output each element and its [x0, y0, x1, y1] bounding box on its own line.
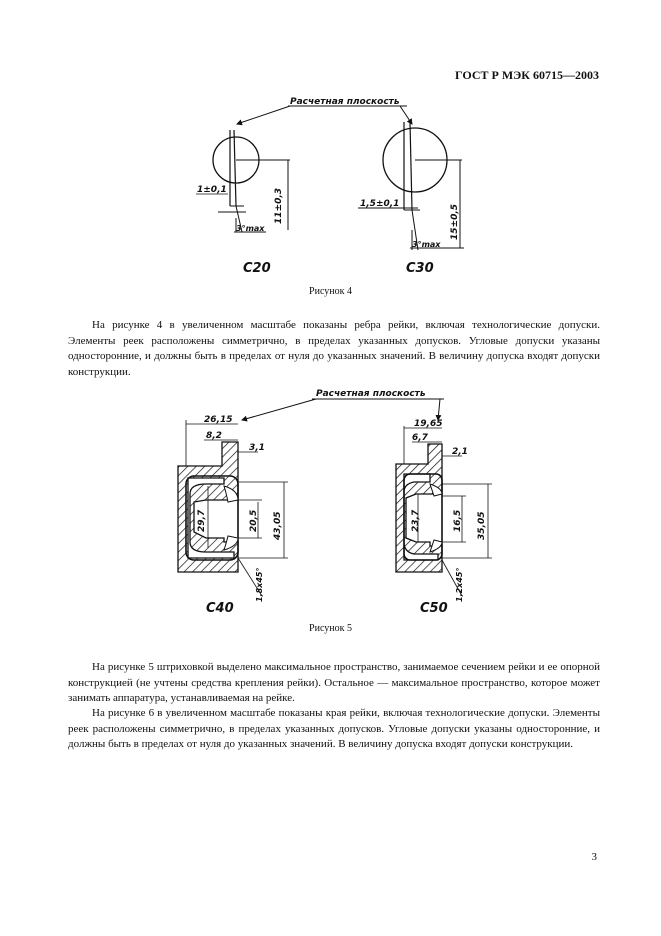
fig5-c50-h-total: 35,05 — [477, 511, 487, 540]
fig5-c40-h-mid: 20,5 — [249, 509, 259, 532]
fig5-c50-w-total: 19,65 — [414, 419, 443, 429]
fig5-c50-w-inner: 6,7 — [412, 433, 428, 443]
fig4-c20-angle: 3°max — [236, 224, 265, 233]
fig5-detail-c40 — [178, 415, 288, 616]
paragraph-figure-4: На рисунке 4 в увеличенном масштабе показаны ребра рейки, включая технологические допуски. Элементы реек расположены симметрично, в пределах указанных допусков. Угловые допуски указаны односторонние, и должны быть в пределах от нуля до указанных значений. В величину допуска входят допуски конструкции. — [68, 319, 600, 378]
fig5-c40-chamfer: 1,8x45° — [255, 567, 264, 602]
fig5-c40-w-total: 26,15 — [204, 415, 233, 425]
fig5-c50-chamfer: 1,2x45° — [455, 567, 464, 602]
fig4-c30-angle: 3°max — [412, 240, 441, 249]
fig4-detail-c30 — [358, 122, 464, 276]
fig5-c40-h-total: 43,05 — [273, 511, 283, 540]
figure-4 — [0, 0, 661, 285]
fig4-c20-dim-h: 11±0,3 — [274, 187, 284, 224]
fig5-c50-h-inner: 23,7 — [411, 509, 421, 532]
fig4-c30-dim-h: 15±0,5 — [450, 203, 460, 240]
fig5-detail-c50 — [396, 419, 492, 616]
fig4-c30-name: C30 — [406, 261, 434, 276]
fig4-detail-c20 — [196, 130, 290, 276]
figure-5-caption: Рисунок 5 — [309, 623, 352, 634]
fig5-c40-w-inner: 8,2 — [206, 431, 222, 441]
standard-header: ГОСТ Р МЭК 60715—2003 — [455, 68, 599, 82]
fig4-plane-label: Расчетная плоскость — [290, 97, 400, 107]
page-number: 3 — [591, 851, 597, 863]
fig4-c30-dim-a: 1,5±0,1 — [360, 199, 400, 209]
fig5-c50-name: C50 — [420, 601, 448, 616]
fig5-c50-w-lip: 2,1 — [452, 447, 468, 457]
fig5-c40-w-lip: 3,1 — [249, 443, 265, 453]
figure-5 — [0, 382, 661, 622]
fig5-c40-h-inner: 29,7 — [197, 509, 207, 532]
fig5-c50-h-mid: 16,5 — [453, 509, 463, 532]
fig4-c20-dim-a: 1±0,1 — [197, 185, 227, 195]
paragraph-figure-5: На рисунке 5 штриховкой выделено максимальное пространство, занимаемое сечением рейки и ее опорной конструкцией (не учтены средства крепления рейки). Остальное — максимальное пространство, которое может занимать аппаратура, устанавливаемая на рейке. — [68, 661, 600, 704]
fig5-c40-name: C40 — [206, 601, 234, 616]
paragraph-figure-6: На рисунке 6 в увеличенном масштабе показаны края рейки, включая технологические допуски. Элементы реек расположены симметрично, в пределах указанных допусков. Угловые допуски указаны односторонние, и должны быть в пределах от нуля до указанных значений. В величину допуска входят допуски конструкции. — [68, 707, 600, 750]
fig5-plane-label: Расчетная плоскость — [316, 389, 426, 399]
fig4-c20-name: C20 — [243, 261, 271, 276]
figure-4-caption: Рисунок 4 — [309, 286, 352, 297]
